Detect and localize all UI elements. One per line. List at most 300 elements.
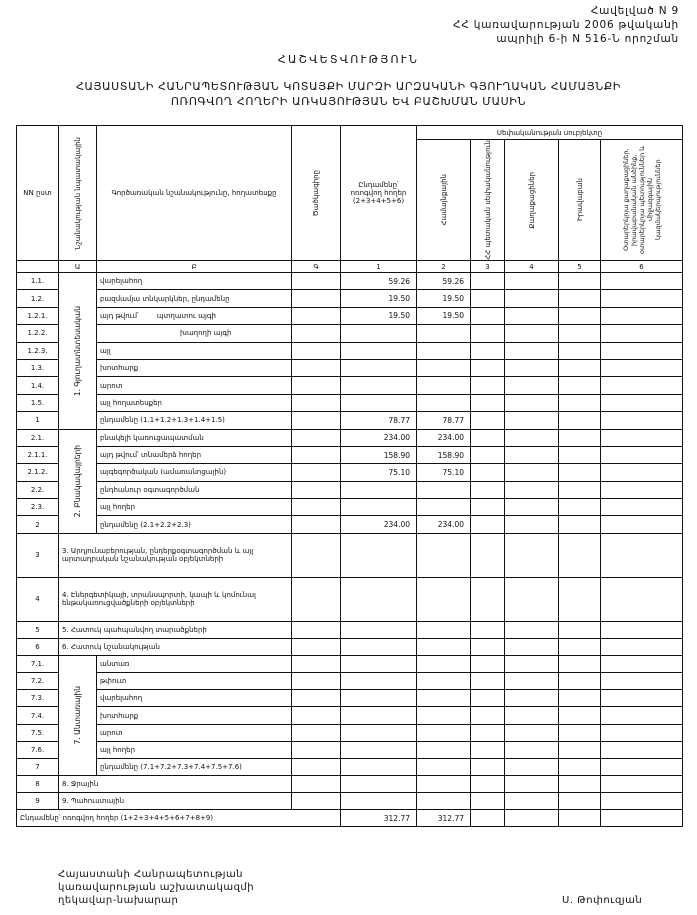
total-value bbox=[341, 325, 417, 342]
value-cell-col1 bbox=[341, 533, 417, 577]
value-cell-col6 bbox=[601, 481, 683, 498]
code-cell bbox=[292, 290, 341, 307]
row-number: 1.2.1. bbox=[17, 307, 59, 324]
table-row bbox=[17, 638, 683, 655]
code-cell bbox=[292, 446, 341, 463]
row-number: 1.2.2. bbox=[17, 325, 59, 342]
grand-total-value: 312.77 bbox=[341, 810, 417, 827]
value-cell-col6 bbox=[601, 499, 683, 516]
value-cell-col2 bbox=[417, 707, 471, 724]
value-cell-col5 bbox=[559, 290, 601, 307]
idx-5: 5 bbox=[559, 261, 601, 273]
code-cell bbox=[292, 516, 341, 533]
group-label: 2. Բնակավայրերի bbox=[73, 445, 82, 518]
row-number: 7.2. bbox=[17, 673, 59, 690]
code-cell bbox=[292, 325, 341, 342]
community-value bbox=[417, 377, 471, 394]
table-row bbox=[17, 377, 683, 394]
value-cell-col3 bbox=[471, 394, 505, 411]
row-name: խոտհարք bbox=[100, 711, 139, 720]
row-name-cell bbox=[97, 690, 292, 707]
value-cell-col4 bbox=[505, 673, 559, 690]
group-settlements bbox=[17, 429, 683, 533]
row-name-cell bbox=[97, 377, 292, 394]
value-cell-col5 bbox=[559, 810, 601, 827]
row-name: բազմամյա տնկարկներ, ընդամենը bbox=[100, 294, 230, 303]
group-agricultural bbox=[17, 273, 683, 430]
value-cell-col4 bbox=[505, 758, 559, 775]
table-row bbox=[17, 499, 683, 516]
value-cell-col5 bbox=[559, 429, 601, 446]
col-head-owners: Սեփականության սուբյեկտը bbox=[417, 126, 683, 140]
value-cell-col3 bbox=[471, 429, 505, 446]
row-name-cell bbox=[97, 481, 292, 498]
table-row bbox=[17, 273, 683, 290]
value-cell-col3 bbox=[471, 516, 505, 533]
row-name: այգեգործական (ամառանոցային) bbox=[100, 468, 227, 477]
value-cell-col6 bbox=[601, 429, 683, 446]
table-row bbox=[17, 394, 683, 411]
total-value: 234.00 bbox=[341, 429, 417, 446]
value-cell-col3 bbox=[471, 673, 505, 690]
value-cell-col4 bbox=[505, 446, 559, 463]
value-cell-col1 bbox=[341, 776, 417, 793]
row-number: 1.4. bbox=[17, 377, 59, 394]
code-cell bbox=[292, 273, 341, 290]
value-cell-col2 bbox=[417, 724, 471, 741]
community-value bbox=[417, 499, 471, 516]
table-row bbox=[17, 793, 683, 810]
value-cell-col5 bbox=[559, 776, 601, 793]
group-forest bbox=[17, 655, 683, 775]
value-cell-col5 bbox=[559, 342, 601, 359]
total-value bbox=[341, 359, 417, 376]
row-name-cell bbox=[97, 655, 292, 672]
value-cell-col6 bbox=[601, 741, 683, 758]
table-row bbox=[17, 481, 683, 498]
value-cell-col5 bbox=[559, 481, 601, 498]
value-cell-col3 bbox=[471, 307, 505, 324]
row-name-cell bbox=[97, 325, 292, 342]
row-number: 2.1. bbox=[17, 429, 59, 446]
row-name: 9. Պահուստային bbox=[59, 793, 292, 810]
value-cell-col5 bbox=[559, 690, 601, 707]
land-report-table bbox=[16, 125, 683, 827]
value-cell-col1 bbox=[341, 673, 417, 690]
row-name-cell bbox=[97, 359, 292, 376]
row-name: արոտ bbox=[100, 381, 123, 390]
total-value bbox=[341, 377, 417, 394]
idx-code: Գ bbox=[292, 261, 341, 273]
code-cell bbox=[292, 577, 341, 621]
value-cell-col5 bbox=[559, 412, 601, 429]
value-cell-col6 bbox=[601, 638, 683, 655]
row-name-cell bbox=[97, 758, 292, 775]
value-cell-col6 bbox=[601, 342, 683, 359]
community-value: 59.26 bbox=[417, 273, 471, 290]
col-head-community: Համայնքային bbox=[439, 174, 448, 226]
row-number: 1.2. bbox=[17, 290, 59, 307]
value-cell-col5 bbox=[559, 793, 601, 810]
col-head-legal: Իրավաբան bbox=[575, 178, 584, 222]
value-cell-col6 bbox=[601, 758, 683, 775]
code-cell bbox=[292, 377, 341, 394]
total-value: 158.90 bbox=[341, 446, 417, 463]
row-number: 1.1. bbox=[17, 273, 59, 290]
value-cell-col3 bbox=[471, 464, 505, 481]
row-name: 8. Ջրային bbox=[59, 776, 292, 793]
row-number: 2.1.2. bbox=[17, 464, 59, 481]
row-name-cell bbox=[97, 464, 292, 481]
value-cell-col5 bbox=[559, 621, 601, 638]
value-cell-col4 bbox=[505, 359, 559, 376]
value-cell-col2 bbox=[417, 741, 471, 758]
table-row bbox=[17, 690, 683, 707]
row-name: վարելահող bbox=[100, 277, 143, 286]
community-value bbox=[417, 325, 471, 342]
code-cell bbox=[292, 621, 341, 638]
idx-cat: Ա bbox=[59, 261, 97, 273]
value-cell-col5 bbox=[559, 516, 601, 533]
row-name-cell bbox=[97, 273, 292, 290]
group-label-cell bbox=[59, 273, 97, 430]
document-title: ՀԱՇՎԵՏՎՈՒԹՅՈՒՆ bbox=[277, 53, 420, 66]
value-cell-col2 bbox=[417, 577, 471, 621]
code-cell bbox=[292, 359, 341, 376]
row-name-cell bbox=[97, 394, 292, 411]
value-cell-col4 bbox=[505, 707, 559, 724]
row-number: 1.2.3. bbox=[17, 342, 59, 359]
row-number: 1 bbox=[17, 412, 59, 429]
community-value bbox=[417, 359, 471, 376]
value-cell-col4 bbox=[505, 533, 559, 577]
value-cell-col6 bbox=[601, 464, 683, 481]
value-cell-col5 bbox=[559, 577, 601, 621]
value-cell-col6 bbox=[601, 621, 683, 638]
index-row bbox=[17, 261, 683, 273]
row-number: 5 bbox=[17, 621, 59, 638]
row-name: ընդամենը (2.1+2.2+2.3) bbox=[100, 520, 191, 529]
value-cell-col6 bbox=[601, 446, 683, 463]
idx-2: 2 bbox=[417, 261, 471, 273]
value-cell-col4 bbox=[505, 810, 559, 827]
community-value: 234.00 bbox=[417, 516, 471, 533]
code-cell bbox=[292, 533, 341, 577]
row-number: 3 bbox=[17, 533, 59, 577]
row-number: 2.3. bbox=[17, 499, 59, 516]
row-name: 5. Հատուկ պահպանվող տարածքների bbox=[59, 621, 292, 638]
total-value: 75.10 bbox=[341, 464, 417, 481]
value-cell-col4 bbox=[505, 741, 559, 758]
row-name-cell bbox=[97, 307, 292, 324]
row-name: ընդամենը (1.1+1.2+1.3+1.4+1.5) bbox=[100, 416, 225, 425]
table-row bbox=[17, 621, 683, 638]
row-name-cell bbox=[97, 290, 292, 307]
value-cell-col6 bbox=[601, 724, 683, 741]
value-cell-col4 bbox=[505, 724, 559, 741]
value-cell-col4 bbox=[505, 273, 559, 290]
value-cell-col5 bbox=[559, 673, 601, 690]
grand-total-row bbox=[17, 810, 683, 827]
group-label-cell bbox=[59, 429, 97, 533]
row-name-cell bbox=[97, 741, 292, 758]
row-number: 2.1.1. bbox=[17, 446, 59, 463]
value-cell-col3 bbox=[471, 776, 505, 793]
row-number: 1.3. bbox=[17, 359, 59, 376]
value-cell-col1 bbox=[341, 621, 417, 638]
row-name-cell bbox=[97, 446, 292, 463]
value-cell-col3 bbox=[471, 533, 505, 577]
value-cell-col5 bbox=[559, 394, 601, 411]
value-cell-col6 bbox=[601, 655, 683, 672]
table-row bbox=[17, 533, 683, 577]
value-cell-col5 bbox=[559, 533, 601, 577]
value-cell-col1 bbox=[341, 758, 417, 775]
community-value bbox=[417, 394, 471, 411]
code-cell bbox=[292, 655, 341, 672]
col-head-foreign: Օտարերկրյա քաղաքացիներ, իրավաբանական անձինք, օտարերկրյա պետություններ և միջազգային կազմակերպություններ bbox=[621, 145, 662, 255]
value-cell-col3 bbox=[471, 273, 505, 290]
value-cell-col6 bbox=[601, 577, 683, 621]
value-cell-col4 bbox=[505, 516, 559, 533]
value-cell-col3 bbox=[471, 481, 505, 498]
table-row bbox=[17, 707, 683, 724]
value-cell-col1 bbox=[341, 577, 417, 621]
row-number: 7 bbox=[17, 758, 59, 775]
value-cell-col6 bbox=[601, 707, 683, 724]
table-row bbox=[17, 724, 683, 741]
total-value bbox=[341, 481, 417, 498]
table-row bbox=[17, 673, 683, 690]
community-value: 75.10 bbox=[417, 464, 471, 481]
community-value: 19.50 bbox=[417, 290, 471, 307]
value-cell-col5 bbox=[559, 359, 601, 376]
community-value: 78.77 bbox=[417, 412, 471, 429]
value-cell-col2 bbox=[417, 673, 471, 690]
value-cell-col6 bbox=[601, 325, 683, 342]
value-cell-col1 bbox=[341, 690, 417, 707]
row-name-cell bbox=[97, 516, 292, 533]
value-cell-col5 bbox=[559, 446, 601, 463]
table-row bbox=[17, 429, 683, 446]
table-row bbox=[17, 655, 683, 672]
code-cell bbox=[292, 707, 341, 724]
row-name-cell bbox=[97, 429, 292, 446]
value-cell-col6 bbox=[601, 690, 683, 707]
idx-1: 1 bbox=[341, 261, 417, 273]
idx-4: 4 bbox=[505, 261, 559, 273]
value-cell-col3 bbox=[471, 325, 505, 342]
value-cell-col3 bbox=[471, 638, 505, 655]
grand-total-label: Ընդամենը՝ ոռոգվող հողեր (1+2+3+4+5+6+7+8+9) bbox=[17, 810, 341, 827]
value-cell-col3 bbox=[471, 793, 505, 810]
row-name: 4. Էներգետիկայի, տրանսպորտի, կապի և կոմունալ ենթակառուցվածքների օբյեկտների bbox=[59, 577, 292, 621]
value-cell-col3 bbox=[471, 412, 505, 429]
value-cell-col4 bbox=[505, 481, 559, 498]
value-cell-col1 bbox=[341, 638, 417, 655]
total-value: 234.00 bbox=[341, 516, 417, 533]
value-cell-col2 bbox=[417, 776, 471, 793]
value-cell-col6 bbox=[601, 776, 683, 793]
total-value: 19.50 bbox=[341, 307, 417, 324]
code-cell bbox=[292, 638, 341, 655]
value-cell-col3 bbox=[471, 707, 505, 724]
annex-decree-line: ՀՀ կառավարության 2006 թվականի bbox=[453, 19, 679, 31]
value-cell-col4 bbox=[505, 377, 559, 394]
code-cell bbox=[292, 394, 341, 411]
value-cell-col3 bbox=[471, 446, 505, 463]
value-cell-col4 bbox=[505, 464, 559, 481]
row-name: այլ հողեր bbox=[100, 745, 136, 754]
value-cell-col2 bbox=[417, 758, 471, 775]
table-row bbox=[17, 464, 683, 481]
value-cell-col4 bbox=[505, 342, 559, 359]
value-cell-col5 bbox=[559, 655, 601, 672]
annex-number: Հավելված N 9 bbox=[590, 5, 679, 17]
value-cell-col1 bbox=[341, 741, 417, 758]
code-cell bbox=[292, 342, 341, 359]
table-row bbox=[17, 741, 683, 758]
row-name-cell bbox=[97, 707, 292, 724]
row-name: թփուտ bbox=[100, 677, 127, 686]
row-number: 9 bbox=[17, 793, 59, 810]
row-name-cell bbox=[97, 342, 292, 359]
row-name-cell bbox=[97, 412, 292, 429]
row-name: այդ թվում՝ bbox=[100, 311, 139, 320]
value-cell-col4 bbox=[505, 394, 559, 411]
group-label: 1. Գյուղատնտեսական bbox=[73, 305, 82, 396]
value-cell-col4 bbox=[505, 577, 559, 621]
value-cell-col1 bbox=[341, 724, 417, 741]
row-number: 2 bbox=[17, 516, 59, 533]
value-cell-col5 bbox=[559, 273, 601, 290]
value-cell-col3 bbox=[471, 377, 505, 394]
value-cell-col3 bbox=[471, 499, 505, 516]
row-name: վարելահող bbox=[100, 694, 143, 703]
value-cell-col5 bbox=[559, 464, 601, 481]
value-cell-col2 bbox=[417, 621, 471, 638]
value-cell-col6 bbox=[601, 307, 683, 324]
table-row bbox=[17, 342, 683, 359]
row-number: 8 bbox=[17, 776, 59, 793]
value-cell-col5 bbox=[559, 724, 601, 741]
value-cell-col3 bbox=[471, 359, 505, 376]
value-cell-col3 bbox=[471, 690, 505, 707]
value-cell-col5 bbox=[559, 325, 601, 342]
value-cell-col6 bbox=[601, 377, 683, 394]
row-number: 6 bbox=[17, 638, 59, 655]
value-cell-col4 bbox=[505, 290, 559, 307]
footer-position bbox=[58, 868, 254, 907]
row-name: ընդհանուր օգտագործման bbox=[100, 485, 200, 494]
code-cell bbox=[292, 499, 341, 516]
row-number: 2.2. bbox=[17, 481, 59, 498]
value-cell-col5 bbox=[559, 377, 601, 394]
row-name: խոտհարք bbox=[100, 364, 139, 373]
row-number: 7.4. bbox=[17, 707, 59, 724]
value-cell-col3 bbox=[471, 342, 505, 359]
table-row bbox=[17, 758, 683, 775]
row-subname: պտղատու այգի bbox=[156, 311, 216, 320]
table-row bbox=[17, 412, 683, 429]
value-cell-col4 bbox=[505, 621, 559, 638]
col-head-code: Ծածկագիրը bbox=[312, 169, 320, 217]
value-cell-col6 bbox=[601, 359, 683, 376]
row-name: այդ թվում՝ տնամերձ հողեր bbox=[100, 451, 202, 460]
row-number: 4 bbox=[17, 577, 59, 621]
group-label-cell bbox=[59, 655, 97, 775]
value-cell-col3 bbox=[471, 758, 505, 775]
value-cell-col2 bbox=[417, 638, 471, 655]
table-row bbox=[17, 577, 683, 621]
value-cell-col6 bbox=[601, 810, 683, 827]
idx-6: 6 bbox=[601, 261, 683, 273]
value-cell-col4 bbox=[505, 412, 559, 429]
value-cell-col1 bbox=[341, 655, 417, 672]
document-subtitle-1: ՀԱՅԱՍՏԱՆԻ ՀԱՆՐԱՊԵՏՈՒԹՅԱՆ ԿՈՏԱՅՔԻ ՄԱՐԶԻ ԱՐԶԱԿԱՆԻ ԳՅՈՒՂԱԿԱՆ ՀԱՄԱՅՆՔԻ bbox=[75, 80, 622, 93]
value-cell-col4 bbox=[505, 325, 559, 342]
footer-signatory: Ս. Թոփուզյան bbox=[562, 895, 643, 906]
grand-total-community: 312.77 bbox=[417, 810, 471, 827]
row-number: 7.6. bbox=[17, 741, 59, 758]
value-cell-col6 bbox=[601, 673, 683, 690]
value-cell-col1 bbox=[341, 707, 417, 724]
table-row bbox=[17, 516, 683, 533]
value-cell-col5 bbox=[559, 741, 601, 758]
row-name: արոտ bbox=[100, 728, 123, 737]
value-cell-col3 bbox=[471, 290, 505, 307]
row-name: այլ հողատեսքեր bbox=[100, 398, 162, 407]
col-head-citizens: Քաղաքացիներ bbox=[527, 171, 536, 229]
value-cell-col2 bbox=[417, 533, 471, 577]
row-name-cell bbox=[97, 499, 292, 516]
row-name-cell bbox=[97, 724, 292, 741]
value-cell-col5 bbox=[559, 707, 601, 724]
value-cell-col4 bbox=[505, 793, 559, 810]
code-cell bbox=[292, 464, 341, 481]
table-row bbox=[17, 776, 683, 793]
row-number: 7.1. bbox=[17, 655, 59, 672]
code-cell bbox=[292, 673, 341, 690]
value-cell-col6 bbox=[601, 412, 683, 429]
col-head-activity: Գործառական նշանակությունը, հողատեսքը bbox=[97, 126, 292, 261]
code-cell bbox=[292, 481, 341, 498]
code-cell bbox=[292, 793, 341, 810]
idx-3: 3 bbox=[471, 261, 505, 273]
code-cell bbox=[292, 758, 341, 775]
footer-line-3: ղեկավար-նախարար bbox=[58, 895, 179, 906]
value-cell-col4 bbox=[505, 655, 559, 672]
code-cell bbox=[292, 412, 341, 429]
table-row bbox=[17, 290, 683, 307]
value-cell-col6 bbox=[601, 273, 683, 290]
value-cell-col6 bbox=[601, 533, 683, 577]
group-final bbox=[17, 776, 683, 827]
value-cell-col4 bbox=[505, 499, 559, 516]
footer-line-2: կառավարության աշխատակազմի bbox=[58, 882, 255, 893]
table-row bbox=[17, 446, 683, 463]
value-cell-col3 bbox=[471, 810, 505, 827]
group-singles bbox=[17, 533, 683, 655]
community-value: 158.90 bbox=[417, 446, 471, 463]
row-number: 7.5. bbox=[17, 724, 59, 741]
value-cell-col5 bbox=[559, 758, 601, 775]
code-cell bbox=[292, 429, 341, 446]
row-subname: խաղողի այգի bbox=[180, 329, 232, 338]
row-name: ընդամենը (7.1+7.2+7.3+7.4+7.5+7.6) bbox=[100, 763, 242, 772]
annex-date-line: ապրիլի 6-ի N 516-Ն որոշման bbox=[496, 33, 679, 45]
col-head-category: Նշանակության նպատակային bbox=[73, 136, 82, 250]
